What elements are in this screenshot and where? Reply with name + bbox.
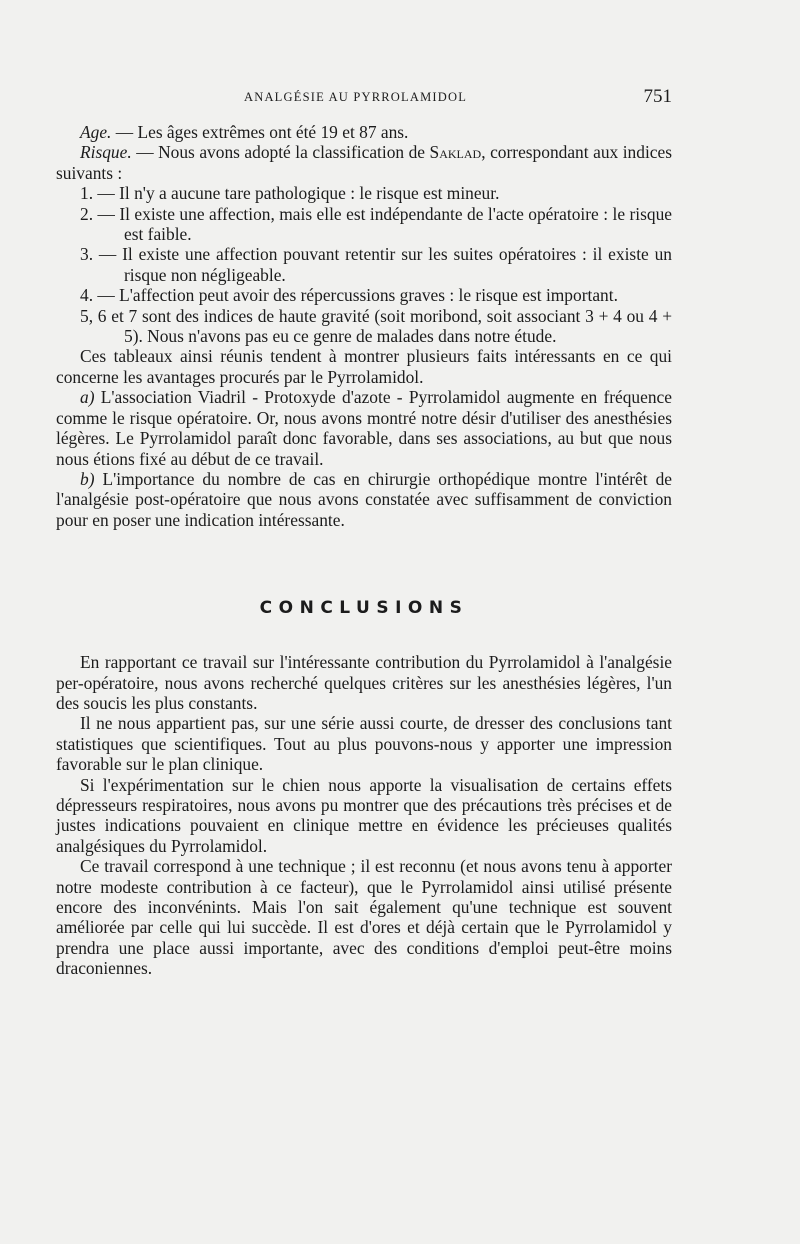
list-item xyxy=(80,306,672,347)
list-item xyxy=(80,183,672,203)
risk-paragraph xyxy=(56,142,672,183)
list-item-text: Il n'y a aucune tare pathologique : le risque est mineur. xyxy=(119,183,500,204)
conclusions-heading: CONCLUSIONS xyxy=(259,598,469,619)
point-b-paragraph xyxy=(56,469,672,530)
age-label: Age. xyxy=(80,122,112,142)
risk-label: Risque. xyxy=(80,142,132,163)
risk-index-list xyxy=(56,183,672,346)
page-header xyxy=(56,86,672,108)
conclusion-paragraph: En rapportant ce travail sur l'intéressante contribution du Pyrrolamidol à l'analgésie per-opératoire, nous avons recherché quelques critères sur les anesthésies légères, l'un des soucis les plus constants. xyxy=(56,652,672,713)
list-item xyxy=(80,204,672,245)
page-body xyxy=(56,122,672,979)
list-item-text: 5, 6 et 7 sont des indices de haute gravité (soit moribond, soit associant 3 + 4 ou 4 + 5). Nous n'avons pas eu ce genre de malades dans notre étude. xyxy=(80,305,672,347)
list-item-number: 4. — xyxy=(80,285,115,306)
point-a-text: L'association Viadril - Protoxyde d'azote - Pyrrolamidol augmente en fréquence comme le risque opératoire. Or, nous avons montré notre désir d'utiliser des anesthésies légères. Le Pyrrolamidol paraît donc favorable, dans ses associations, au but que nous nous étions fixé au début de ce travail. xyxy=(56,387,672,469)
conclusion-paragraph: Il ne nous appartient pas, sur une série aussi courte, de dresser des conclusions tant statistiques que scientifiques. Tout au plus pouvons-nous y apporter une impression favorable sur le plan clinique. xyxy=(56,713,672,775)
age-text: — Les âges extrêmes ont été 19 et 87 ans. xyxy=(111,122,409,142)
list-item-text: L'affection peut avoir des répercussions graves : le risque est important. xyxy=(119,285,618,306)
list-item xyxy=(80,285,672,305)
risk-text-after: , correspondant aux indices suivants : xyxy=(56,142,672,183)
list-item-number: 2. — xyxy=(80,203,115,224)
list-item-number: 1. — xyxy=(80,183,115,204)
page-number: 751 xyxy=(643,86,672,107)
list-item-text: Il existe une affection, mais elle est indépendante de l'acte opératoire : le risque est faible. xyxy=(119,203,672,245)
point-a-paragraph xyxy=(56,387,672,469)
age-paragraph xyxy=(56,122,672,142)
summary-paragraph: Ces tableaux ainsi réunis tendent à montrer plusieurs faits intéressants en ce qui concerne les avantages procurés par le Pyrrolamidol. xyxy=(56,346,672,387)
list-item xyxy=(80,244,672,285)
point-b-text: L'importance du nombre de cas en chirurgie orthopédique montre l'intérêt de l'analgésie post-opératoire que nous avons constatée avec suffisamment de conviction pour en poser une indication intéressante. xyxy=(56,468,672,530)
conclusion-paragraph: Si l'expérimentation sur le chien nous apporte la visualisation de certains effets dépresseurs respiratoires, nous avons pu montrer que des précautions très précises et de justes indications pouvaient en clinique mettre en évidence les précieuses qualités analgésiques du Pyrrolamidol. xyxy=(56,774,672,856)
list-item-text: Il existe une affection pouvant retentir sur les suites opératoires : il existe un risque non négligeable. xyxy=(122,244,672,285)
point-a-marker: a) xyxy=(80,387,95,408)
list-item-number: 3. — xyxy=(80,244,117,265)
risk-author: Saklad xyxy=(429,142,482,163)
running-title: ANALGÉSIE AU PYRROLAMIDOL xyxy=(244,90,468,104)
risk-text-before: — Nous avons adopté la classification de xyxy=(131,142,430,163)
conclusion-paragraph: Ce travail correspond à une technique ; il est reconnu (et nous avons tenu à apporter notre modeste contribution à ce facteur), que le Pyrrolamidol ainsi utilisé présente encore des inconvénints. Mais l'on sait également qu'une technique est souvent améliorée par celle qui lui succède. Il est d'ores et déjà certain que le Pyrrolamidol y prendra une place aussi importante, avec des conditions d'emploi peut-être moins draconiennes. xyxy=(56,856,672,979)
point-b-marker: b) xyxy=(80,468,95,489)
